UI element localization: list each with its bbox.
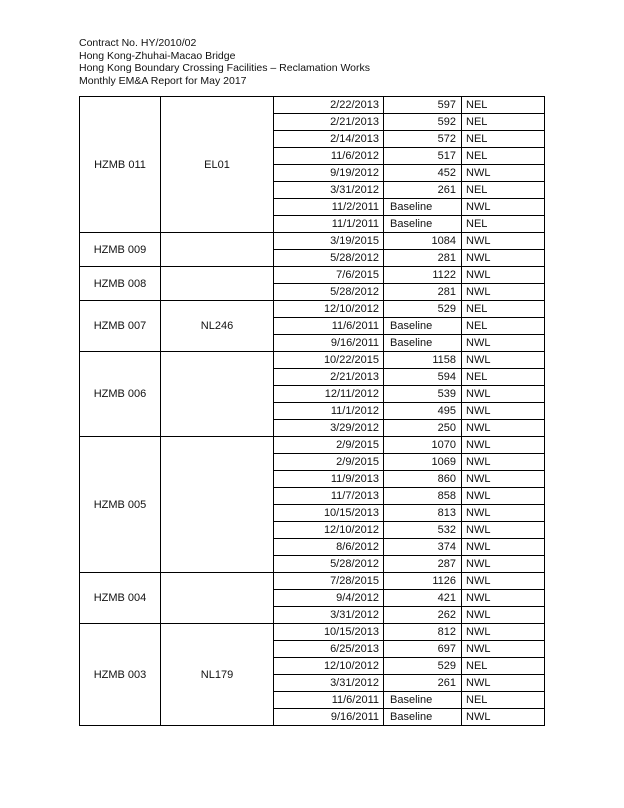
value-cell: 529 [384,658,462,675]
date-cell: 11/6/2011 [274,692,384,709]
sample-id-cell [161,267,274,301]
table-row [80,352,545,369]
date-cell: 8/6/2012 [274,539,384,556]
zone-cell: NEL [462,301,545,318]
date-cell: 11/1/2011 [274,216,384,233]
zone-cell: NWL [462,522,545,539]
zone-cell: NWL [462,165,545,182]
value-cell: 813 [384,505,462,522]
date-cell: 7/6/2015 [274,267,384,284]
value-cell: 374 [384,539,462,556]
date-cell: 2/9/2015 [274,437,384,454]
value-cell: Baseline [384,318,462,335]
table-row [80,573,545,590]
date-cell: 9/16/2011 [274,335,384,352]
value-cell: Baseline [384,216,462,233]
date-cell: 11/6/2011 [274,318,384,335]
value-cell: 539 [384,386,462,403]
sample-id-cell [161,233,274,267]
date-cell: 11/7/2013 [274,488,384,505]
date-cell: 5/28/2012 [274,250,384,267]
value-cell: 1069 [384,454,462,471]
table-row [80,97,545,114]
works-name: Hong Kong Boundary Crossing Facilities – Reclamation Works [79,62,371,75]
zone-cell: NWL [462,420,545,437]
value-cell: 495 [384,403,462,420]
sample-id-cell: EL01 [161,97,274,233]
zone-cell: NWL [462,335,545,352]
value-cell: 1070 [384,437,462,454]
zone-cell: NEL [462,692,545,709]
zone-cell: NWL [462,590,545,607]
date-cell: 5/28/2012 [274,556,384,573]
sample-id-cell [161,437,274,573]
value-cell: 261 [384,675,462,692]
value-cell: 452 [384,165,462,182]
value-cell: 517 [384,148,462,165]
value-cell: 250 [384,420,462,437]
date-cell: 12/10/2012 [274,301,384,318]
date-cell: 9/19/2012 [274,165,384,182]
zone-cell: NEL [462,148,545,165]
date-cell: 3/31/2012 [274,607,384,624]
sample-id-cell [161,352,274,437]
table-row [80,624,545,641]
zone-cell: NWL [462,675,545,692]
zone-cell: NWL [462,199,545,216]
date-cell: 2/21/2013 [274,369,384,386]
value-cell: 1084 [384,233,462,250]
zone-cell: NWL [462,709,545,726]
zone-cell: NWL [462,607,545,624]
contract-number: Contract No. HY/2010/02 [79,37,197,49]
table-row [80,233,545,250]
zone-cell: NWL [462,624,545,641]
station-id-cell: HZMB 007 [80,301,161,352]
station-id-cell: HZMB 005 [80,437,161,573]
value-cell: 529 [384,301,462,318]
zone-cell: NWL [462,573,545,590]
station-id-cell: HZMB 003 [80,624,161,726]
station-id-cell: HZMB 006 [80,352,161,437]
value-cell: 262 [384,607,462,624]
sample-id-cell [161,573,274,624]
page-header [79,37,370,87]
value-cell: Baseline [384,335,462,352]
station-id-cell: HZMB 004 [80,573,161,624]
zone-cell: NWL [462,505,545,522]
date-cell: 2/14/2013 [274,131,384,148]
value-cell: 421 [384,590,462,607]
zone-cell: NWL [462,471,545,488]
date-cell: 3/19/2015 [274,233,384,250]
table-body [80,97,545,726]
zone-cell: NEL [462,658,545,675]
date-cell: 10/15/2013 [274,624,384,641]
date-cell: 9/4/2012 [274,590,384,607]
date-cell: 2/21/2013 [274,114,384,131]
stranding-records-table [79,96,545,726]
station-id-cell: HZMB 009 [80,233,161,267]
zone-cell: NEL [462,97,545,114]
value-cell: 281 [384,284,462,301]
value-cell: 572 [384,131,462,148]
station-id-cell: HZMB 011 [80,97,161,233]
date-cell: 11/6/2012 [274,148,384,165]
date-cell: 3/31/2012 [274,182,384,199]
zone-cell: NWL [462,403,545,420]
zone-cell: NWL [462,539,545,556]
zone-cell: NWL [462,556,545,573]
sample-id-cell: NL246 [161,301,274,352]
project-name: Hong Kong-Zhuhai-Macao Bridge [79,49,236,62]
zone-cell: NWL [462,437,545,454]
zone-cell: NWL [462,641,545,658]
value-cell: Baseline [384,692,462,709]
zone-cell: NEL [462,114,545,131]
zone-cell: NWL [462,386,545,403]
value-cell: 812 [384,624,462,641]
zone-cell: NEL [462,131,545,148]
zone-cell: NWL [462,352,545,369]
date-cell: 11/9/2013 [274,471,384,488]
value-cell: 532 [384,522,462,539]
date-cell: 12/10/2012 [274,522,384,539]
zone-cell: NWL [462,250,545,267]
value-cell: 597 [384,97,462,114]
zone-cell: NEL [462,216,545,233]
date-cell: 12/11/2012 [274,386,384,403]
date-cell: 9/16/2011 [274,709,384,726]
zone-cell: NEL [462,318,545,335]
zone-cell: NWL [462,284,545,301]
value-cell: Baseline [384,199,462,216]
table-row [80,267,545,284]
value-cell: 261 [384,182,462,199]
date-cell: 5/28/2012 [274,284,384,301]
value-cell: 594 [384,369,462,386]
value-cell: 860 [384,471,462,488]
value-cell: 281 [384,250,462,267]
value-cell: 1122 [384,267,462,284]
value-cell: 287 [384,556,462,573]
date-cell: 10/15/2013 [274,505,384,522]
zone-cell: NWL [462,454,545,471]
date-cell: 6/25/2013 [274,641,384,658]
date-cell: 11/2/2011 [274,199,384,216]
date-cell: 11/1/2012 [274,403,384,420]
value-cell: 1158 [384,352,462,369]
value-cell: 697 [384,641,462,658]
value-cell: 858 [384,488,462,505]
station-id-cell: HZMB 008 [80,267,161,301]
zone-cell: NWL [462,488,545,505]
date-cell: 10/22/2015 [274,352,384,369]
report-title: Monthly EM&A Report for May 2017 [79,74,247,87]
zone-cell: NEL [462,182,545,199]
table-row [80,301,545,318]
date-cell: 2/22/2013 [274,97,384,114]
table-row [80,437,545,454]
date-cell: 3/31/2012 [274,675,384,692]
date-cell: 7/28/2015 [274,573,384,590]
value-cell: 592 [384,114,462,131]
date-cell: 12/10/2012 [274,658,384,675]
sample-id-cell: NL179 [161,624,274,726]
value-cell: 1126 [384,573,462,590]
date-cell: 2/9/2015 [274,454,384,471]
zone-cell: NWL [462,267,545,284]
date-cell: 3/29/2012 [274,420,384,437]
zone-cell: NWL [462,233,545,250]
value-cell: Baseline [384,709,462,726]
zone-cell: NEL [462,369,545,386]
